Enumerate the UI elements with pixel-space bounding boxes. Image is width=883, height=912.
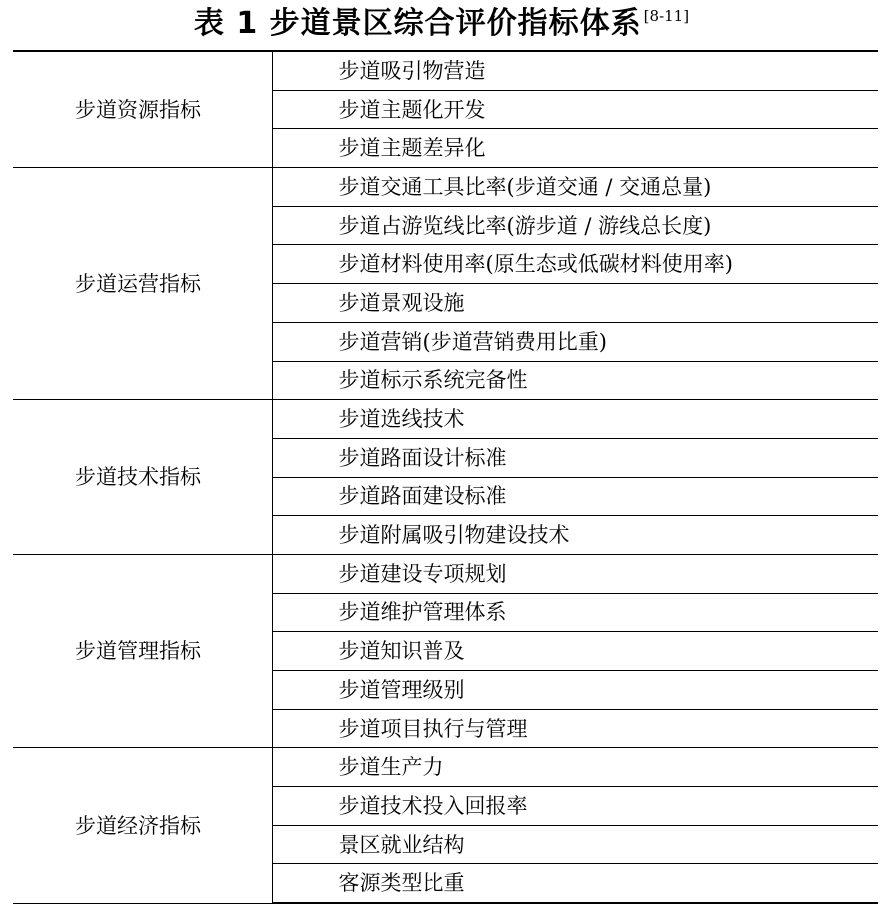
indicator-item: 景区就业结构 <box>272 825 878 864</box>
table-title-text: 表 1 步道景区综合评价指标体系 <box>193 6 642 41</box>
category-economy: 步道经济指标 <box>13 748 272 903</box>
indicator-table <box>13 50 878 904</box>
indicator-item: 步道建设专项规划 <box>272 554 878 593</box>
indicator-item: 步道营销(步道营销费用比重) <box>272 322 878 361</box>
indicator-item: 步道选线技术 <box>272 400 878 439</box>
category-operation: 步道运营指标 <box>13 168 272 400</box>
table-row <box>13 51 878 90</box>
table-row <box>13 554 878 593</box>
indicator-item: 步道景观设施 <box>272 284 878 323</box>
table-row <box>13 168 878 207</box>
indicator-item: 步道知识普及 <box>272 632 878 671</box>
indicator-item: 步道吸引物营造 <box>272 51 878 90</box>
indicator-item: 步道附属吸引物建设技术 <box>272 516 878 555</box>
table-row <box>13 400 878 439</box>
indicator-item: 步道占游览线比率(游步道 / 游线总长度) <box>272 206 878 245</box>
indicator-item: 步道标示系统完备性 <box>272 361 878 400</box>
indicator-item: 步道主题化开发 <box>272 90 878 129</box>
category-technology: 步道技术指标 <box>13 400 272 555</box>
indicator-item: 步道材料使用率(原生态或低碳材料使用率) <box>272 245 878 284</box>
indicator-item: 步道主题差异化 <box>272 129 878 168</box>
citation-ref: [8-11] <box>643 7 690 25</box>
indicator-item: 步道技术投入回报率 <box>272 787 878 826</box>
category-resource: 步道资源指标 <box>13 51 272 168</box>
table-title <box>0 2 883 46</box>
indicator-item: 客源类型比重 <box>272 864 878 903</box>
indicator-item: 步道路面设计标准 <box>272 438 878 477</box>
indicator-item: 步道项目执行与管理 <box>272 709 878 748</box>
indicator-item: 步道路面建设标准 <box>272 477 878 516</box>
table-row <box>13 748 878 787</box>
indicator-item: 步道交通工具比率(步道交通 / 交通总量) <box>272 168 878 207</box>
indicator-item: 步道生产力 <box>272 748 878 787</box>
category-management: 步道管理指标 <box>13 554 272 747</box>
indicator-item: 步道管理级别 <box>272 671 878 710</box>
indicator-item: 步道维护管理体系 <box>272 593 878 632</box>
